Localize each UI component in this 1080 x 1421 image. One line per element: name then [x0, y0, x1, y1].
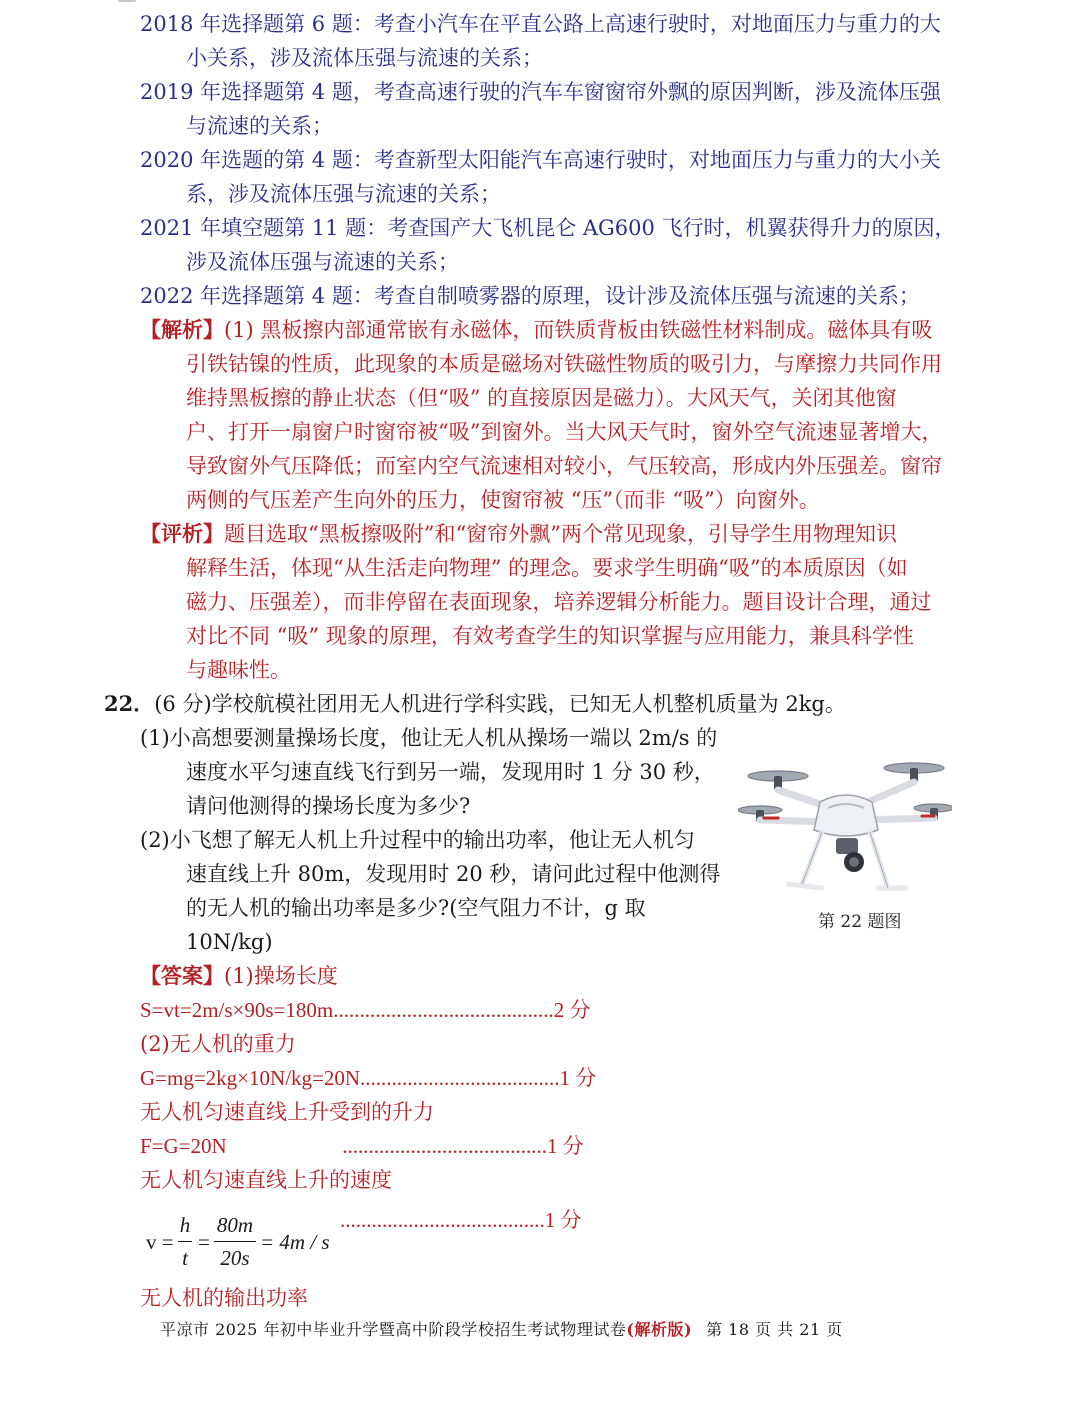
analysis-line-3: 维持黑板擦的静止状态（但“吸” 的直接原因是磁力）。大风天气，关闭其他窗: [186, 386, 897, 410]
formula-equals-1: =: [198, 1230, 210, 1254]
exam-item-2022: 2022 年选择题第 4 题：考查自制喷雾器的原理，设计涉及流体压强与流速的关系；: [140, 284, 920, 308]
answer-gravity-heading: (2)无人机的重力: [140, 1032, 296, 1056]
exam-item-2020: 2020 年选题的第 4 题：考查新型太阳能汽车高速行驶时，对地面压力与重力的大小关: [140, 148, 941, 172]
exam-item-2020-cont: 系，涉及流体压强与流速的关系；: [186, 182, 501, 206]
fraction-h-over-t: [178, 1212, 192, 1271]
question-part2-line-4: 10N/kg): [186, 930, 273, 954]
question-part1-line-3: 请问他测得的操场长度为多少?: [186, 794, 471, 818]
fraction-80m-over-20s: [214, 1212, 256, 1271]
answer-speed-score: .......................................1 分: [340, 1208, 582, 1232]
footer-title: 平凉市 2025 年初中毕业升学暨高中阶段学校招生考试物理试卷: [160, 1320, 627, 1339]
answer-speed-heading: 无人机匀速直线上升的速度: [140, 1168, 392, 1192]
question-part1-line-1: (1)小高想要测量操场长度，他让无人机从操场一端以 2m/s 的: [140, 726, 718, 750]
fraction-2-denominator: 20s: [220, 1246, 250, 1270]
comment-line-3: 磁力、压强差），而非停留在表面现象，培养逻辑分析能力。题目设计合理，通过: [186, 590, 932, 614]
formula-lhs: v =: [146, 1230, 174, 1254]
analysis-tag: 【解析】: [140, 317, 224, 342]
page-edge-mark: [118, 0, 136, 2]
speed-formula: [146, 1212, 336, 1276]
question-part2-line-3: 的无人机的输出功率是多少?(空气阻力不计，g 取: [186, 896, 646, 920]
analysis-line-5: 导致窗外气压降低；而室内空气流速相对较小，气压较高，形成内外压强差。窗帘: [186, 454, 942, 478]
answer-length-calc: S=vt=2m/s×90s=180m..........................................2 分: [140, 998, 591, 1022]
analysis-line-2: 引铁钴镍的性质，此现象的本质是磁场对铁磁性物质的吸引力，与摩擦力共同作用: [186, 352, 942, 376]
question-part2-line-2: 速直线上升 80m，发现用时 20 秒，请问此过程中他测得: [186, 862, 721, 886]
page-footer: [160, 1318, 843, 1342]
exam-item-2019: 2019 年选择题第 4 题，考查高速行驶的汽车车窗窗帘外飘的原因判断，涉及流体压强: [140, 80, 941, 104]
analysis-line-4: 户、打开一扇窗户时窗帘被“吸”到窗外。当大风天气时，窗外空气流速显著增大，: [186, 420, 943, 444]
exam-item-2019-cont: 与流速的关系；: [186, 114, 333, 138]
question-number: 22．: [104, 691, 155, 716]
comment-tag: 【评析】: [140, 521, 224, 546]
exam-item-2021: 2021 年填空题第 11 题：考查国产大飞机昆仑 AG600 飞行时，机翼获得升力的原因，: [140, 216, 956, 240]
answer-tag: 【答案】: [140, 963, 224, 988]
exam-item-2018-cont: 小关系，涉及流体压强与流速的关系；: [186, 46, 543, 70]
comment-line-5: 与趣味性。: [186, 658, 291, 682]
figure-caption: 第 22 题图: [818, 912, 902, 932]
exam-item-2021-cont: 涉及流体压强与流速的关系；: [186, 250, 459, 274]
fraction-1-bar: [178, 1241, 192, 1242]
answer-lift-heading: 无人机匀速直线上升受到的升力: [140, 1100, 434, 1124]
question-22-stem: 22．(6 分)学校航模社团用无人机进行学科实践，已知无人机整机质量为 2kg。: [104, 691, 846, 716]
footer-edition: (解析版): [626, 1320, 693, 1339]
fraction-2-bar: [214, 1241, 256, 1242]
answer-lift-calc: F=G=20N .......................................1 分: [140, 1134, 584, 1158]
question-part2-line-1: (2)小飞想了解无人机上升过程中的输出功率，他让无人机匀: [140, 828, 695, 852]
analysis-line-6: 两侧的气压差产生向外的压力，使窗帘被 “压”（而非 “吸”）向窗外。: [186, 488, 820, 512]
drone-figure: [738, 738, 952, 908]
fraction-1-numerator: h: [179, 1213, 191, 1237]
fraction-2-numerator: 80m: [216, 1213, 254, 1237]
analysis-line-1: 【解析】(1) 黑板擦内部通常嵌有永磁体，而铁质背板由铁磁性材料制成。磁体具有吸: [140, 317, 933, 342]
answer-line-1: 【答案】(1)操场长度: [140, 963, 338, 988]
comment-line-2: 解释生活，体现“从生活走向物理” 的理念。要求学生明确“吸”的本质原因（如: [186, 556, 908, 580]
fraction-1-denominator: t: [182, 1246, 188, 1270]
answer-gravity-calc: G=mg=2kg×10N/kg=20N......................................1 分: [140, 1066, 597, 1090]
answer-power-heading: 无人机的输出功率: [140, 1286, 308, 1310]
formula-rhs: = 4m / s: [260, 1230, 330, 1254]
exam-item-2018: 2018 年选择题第 6 题：考查小汽车在平直公路上高速行驶时，对地面压力与重力的大: [140, 12, 941, 36]
page-number: 第 18 页 共 21 页: [706, 1320, 843, 1339]
comment-line-4: 对比不同 “吸” 现象的原理，有效考查学生的知识掌握与应用能力，兼具科学性: [186, 624, 914, 648]
comment-line-1: 【评析】题目选取“黑板擦吸附”和“窗帘外飘”两个常见现象，引导学生用物理知识: [140, 521, 897, 546]
question-part1-line-2: 速度水平匀速直线飞行到另一端，发现用时 1 分 30 秒，: [186, 760, 715, 784]
